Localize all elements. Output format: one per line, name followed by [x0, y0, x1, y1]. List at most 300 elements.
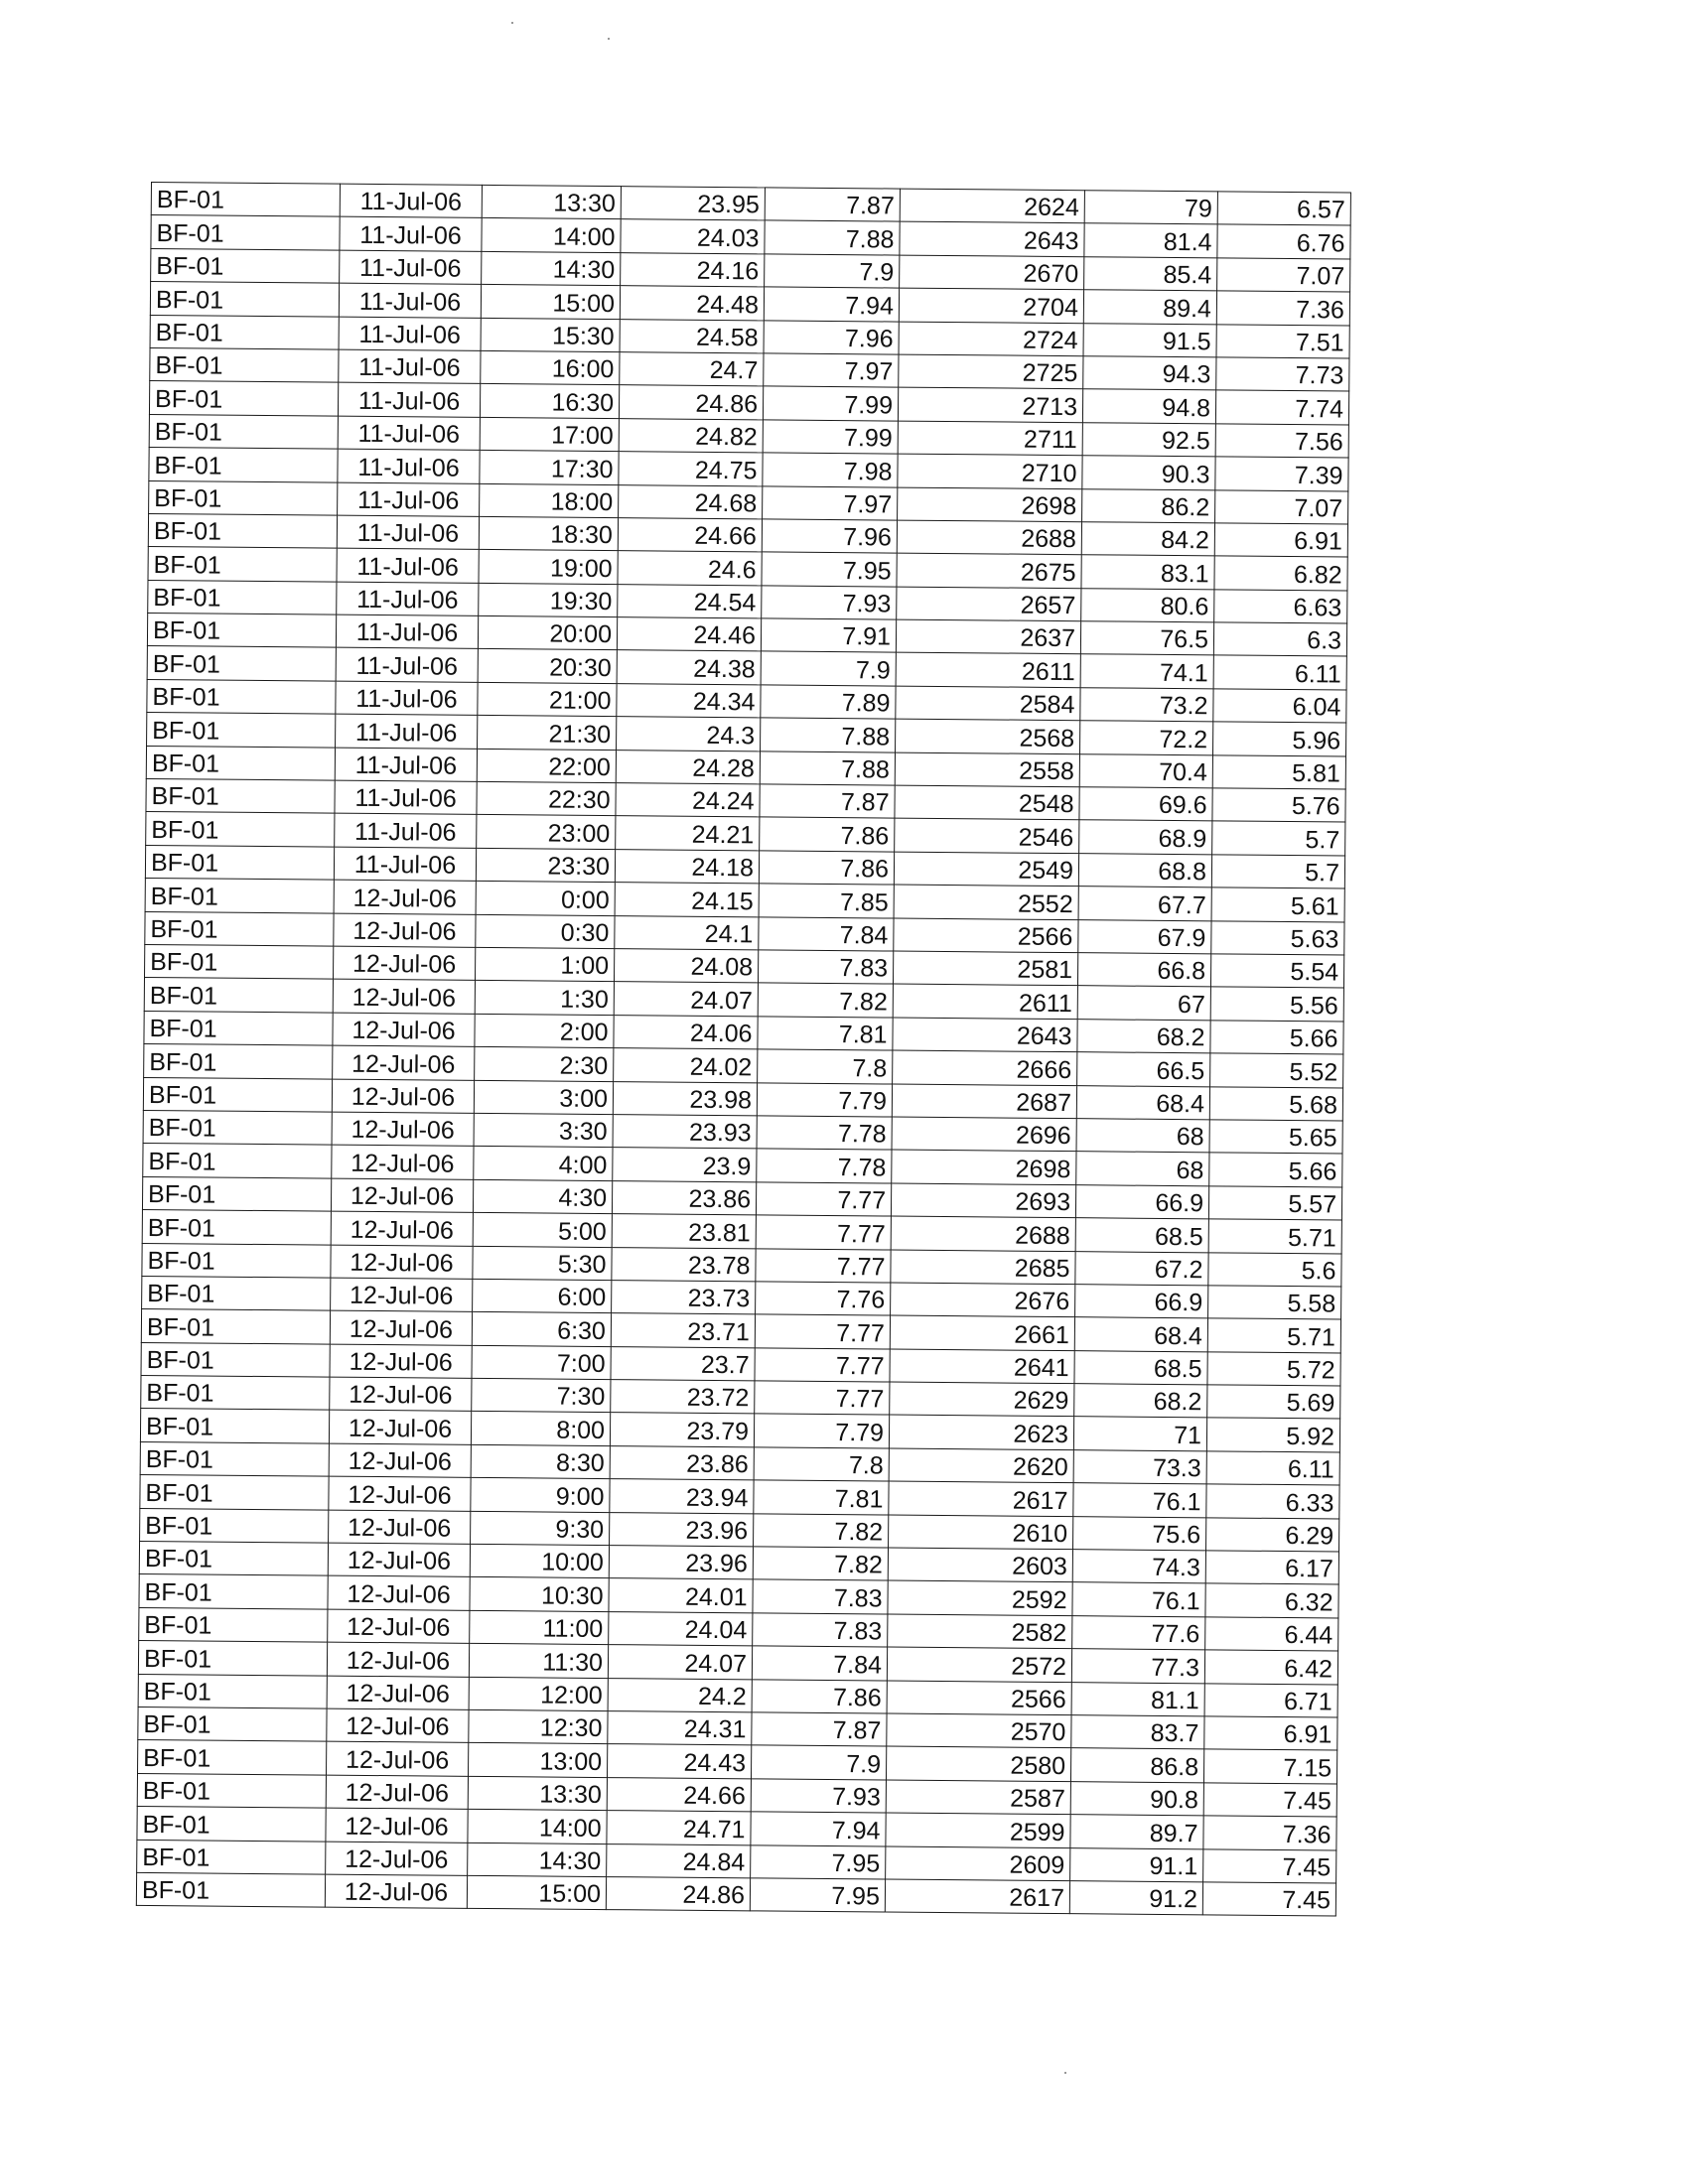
value-cell-3: 2661 — [890, 1315, 1074, 1350]
value-cell-3: 2698 — [892, 1150, 1076, 1184]
value-cell-3: 2696 — [892, 1117, 1076, 1152]
value-cell-2: 7.99 — [763, 386, 898, 421]
time-cell: 13:30 — [482, 185, 621, 219]
date-cell: 11-Jul-06 — [335, 814, 477, 849]
date-cell: 12-Jul-06 — [329, 1476, 471, 1511]
value-cell-4: 74.3 — [1072, 1550, 1205, 1584]
station-cell: BF-01 — [139, 1541, 328, 1575]
value-cell-3: 2688 — [897, 520, 1081, 555]
time-cell: 17:30 — [480, 451, 619, 485]
time-cell: 22:30 — [477, 781, 616, 816]
value-cell-2: 7.77 — [755, 1314, 890, 1349]
station-cell: BF-01 — [143, 1077, 332, 1112]
value-cell-1: 24.07 — [614, 982, 758, 1017]
time-cell: 23:30 — [476, 848, 615, 883]
value-cell-3: 2582 — [888, 1614, 1072, 1649]
date-cell: 11-Jul-06 — [336, 714, 478, 749]
value-cell-1: 24.24 — [616, 783, 760, 818]
value-cell-4: 66.9 — [1075, 1184, 1208, 1219]
value-cell-1: 24.3 — [617, 717, 761, 751]
value-cell-5: 5.69 — [1207, 1385, 1340, 1420]
value-cell-1: 24.1 — [615, 915, 759, 950]
value-cell-1: 24.6 — [618, 551, 762, 586]
station-cell: BF-01 — [145, 944, 334, 979]
time-cell: 20:30 — [478, 649, 617, 684]
time-cell: 6:00 — [473, 1279, 612, 1313]
value-cell-5: 6.32 — [1205, 1583, 1338, 1618]
value-cell-5: 5.54 — [1210, 954, 1343, 989]
value-cell-4: 71 — [1073, 1417, 1206, 1451]
value-cell-4: 76.1 — [1073, 1483, 1206, 1518]
value-cell-1: 24.86 — [606, 1876, 750, 1911]
time-cell: 14:00 — [468, 1809, 607, 1843]
value-cell-1: 23.71 — [611, 1313, 755, 1348]
value-cell-4: 70.4 — [1079, 753, 1212, 788]
value-cell-1: 24.02 — [614, 1048, 758, 1083]
value-cell-5: 5.58 — [1208, 1286, 1341, 1320]
value-cell-1: 24.71 — [607, 1811, 751, 1845]
value-cell-1: 24.66 — [607, 1777, 751, 1812]
date-cell: 11-Jul-06 — [336, 648, 478, 683]
value-cell-4: 67.7 — [1078, 887, 1211, 921]
value-cell-4: 90.8 — [1070, 1781, 1203, 1816]
value-cell-4: 68.9 — [1079, 820, 1212, 855]
station-cell: BF-01 — [151, 248, 340, 283]
value-cell-1: 23.93 — [613, 1115, 757, 1150]
value-cell-3: 2610 — [889, 1515, 1073, 1550]
scan-speck — [608, 38, 610, 40]
value-cell-2: 7.77 — [756, 1182, 891, 1217]
station-cell: BF-01 — [147, 646, 336, 681]
value-cell-4: 89.4 — [1083, 290, 1216, 325]
value-cell-1: 24.04 — [609, 1611, 753, 1646]
value-cell-5: 7.45 — [1203, 1848, 1336, 1883]
value-cell-3: 2713 — [898, 387, 1082, 422]
value-cell-2: 7.8 — [758, 1049, 893, 1084]
time-cell: 22:00 — [477, 749, 616, 783]
value-cell-5: 7.45 — [1202, 1882, 1335, 1917]
value-cell-3: 2566 — [887, 1681, 1071, 1715]
value-cell-3: 2687 — [892, 1084, 1076, 1119]
value-cell-1: 24.34 — [617, 683, 761, 718]
value-cell-3: 2572 — [887, 1647, 1071, 1682]
value-cell-2: 7.82 — [753, 1547, 888, 1581]
value-cell-5: 6.17 — [1205, 1551, 1338, 1585]
station-cell: BF-01 — [151, 215, 340, 250]
value-cell-1: 23.73 — [612, 1280, 756, 1314]
value-cell-4: 81.4 — [1084, 223, 1217, 258]
value-cell-2: 7.93 — [762, 586, 897, 620]
time-cell: 6:30 — [472, 1312, 611, 1347]
time-cell: 21:30 — [478, 716, 617, 751]
time-cell: 15:30 — [481, 318, 620, 352]
time-cell: 18:00 — [480, 483, 619, 518]
value-cell-1: 24.86 — [619, 385, 763, 420]
value-cell-4: 94.3 — [1083, 356, 1216, 391]
value-cell-2: 7.87 — [752, 1712, 887, 1747]
value-cell-3: 2704 — [899, 288, 1083, 323]
date-cell: 12-Jul-06 — [333, 1013, 475, 1047]
value-cell-2: 7.94 — [751, 1812, 886, 1846]
value-cell-1: 24.58 — [620, 319, 764, 353]
value-cell-3: 2710 — [898, 454, 1082, 488]
value-cell-3: 2670 — [900, 255, 1084, 290]
station-cell: BF-01 — [147, 614, 336, 648]
date-cell: 11-Jul-06 — [336, 614, 478, 649]
value-cell-2: 7.79 — [757, 1082, 892, 1117]
time-cell: 3:30 — [474, 1113, 613, 1148]
value-cell-5: 7.07 — [1215, 489, 1348, 524]
value-cell-4: 68.2 — [1074, 1384, 1207, 1419]
value-cell-5: 7.73 — [1216, 357, 1349, 392]
value-cell-1: 23.95 — [621, 187, 765, 221]
date-cell: 11-Jul-06 — [339, 349, 481, 384]
table-body — [136, 183, 1350, 1917]
station-cell: BF-01 — [143, 1110, 332, 1145]
date-cell: 11-Jul-06 — [337, 548, 479, 583]
station-cell: BF-01 — [151, 183, 340, 217]
value-cell-3: 2546 — [895, 818, 1079, 853]
value-cell-1: 24.66 — [618, 518, 762, 553]
station-cell: BF-01 — [136, 1872, 325, 1907]
value-cell-5: 7.56 — [1215, 424, 1348, 459]
time-cell: 14:00 — [482, 218, 621, 253]
value-cell-4: 83.7 — [1071, 1715, 1204, 1750]
time-cell: 1:00 — [475, 947, 614, 982]
value-cell-3: 2552 — [894, 885, 1078, 919]
time-cell: 20:00 — [478, 615, 617, 650]
value-cell-2: 7.98 — [763, 453, 898, 487]
value-cell-1: 24.38 — [617, 650, 761, 685]
date-cell: 12-Jul-06 — [331, 1278, 473, 1312]
time-cell: 23:00 — [477, 815, 616, 850]
value-cell-2: 7.83 — [753, 1579, 888, 1614]
time-cell: 12:30 — [469, 1709, 608, 1744]
time-cell: 13:30 — [468, 1776, 607, 1811]
time-cell: 1:30 — [475, 981, 614, 1016]
value-cell-2: 7.87 — [765, 188, 900, 222]
station-cell: BF-01 — [150, 282, 339, 317]
value-cell-5: 5.71 — [1208, 1219, 1341, 1254]
value-cell-1: 23.98 — [613, 1081, 757, 1116]
value-cell-3: 2548 — [895, 785, 1079, 820]
measurement-table — [136, 182, 1351, 1917]
value-cell-1: 24.48 — [620, 286, 764, 321]
station-cell: BF-01 — [147, 679, 336, 714]
value-cell-5: 6.11 — [1206, 1451, 1339, 1486]
station-cell: BF-01 — [148, 513, 337, 548]
value-cell-5: 7.45 — [1203, 1783, 1336, 1818]
value-cell-2: 7.77 — [755, 1381, 890, 1416]
date-cell: 11-Jul-06 — [337, 515, 479, 550]
value-cell-4: 91.1 — [1070, 1847, 1203, 1882]
value-cell-5: 5.57 — [1208, 1186, 1341, 1221]
value-cell-5: 5.7 — [1211, 855, 1344, 889]
value-cell-4: 81.1 — [1071, 1682, 1204, 1716]
value-cell-4: 75.6 — [1073, 1516, 1206, 1551]
time-cell: 21:00 — [478, 682, 617, 717]
value-cell-3: 2643 — [893, 1018, 1077, 1052]
value-cell-2: 7.89 — [761, 685, 896, 720]
value-cell-5: 5.68 — [1209, 1086, 1342, 1121]
value-cell-2: 7.83 — [753, 1613, 888, 1648]
time-cell: 13:00 — [468, 1743, 607, 1778]
station-cell: BF-01 — [148, 547, 337, 582]
date-cell: 11-Jul-06 — [338, 482, 480, 517]
value-cell-4: 90.3 — [1082, 456, 1215, 490]
date-cell: 11-Jul-06 — [337, 582, 479, 616]
value-cell-5: 7.39 — [1215, 457, 1348, 491]
value-cell-3: 2637 — [896, 619, 1080, 654]
time-cell: 19:00 — [479, 550, 618, 585]
time-cell: 10:30 — [470, 1577, 609, 1612]
time-cell: 9:00 — [471, 1478, 610, 1513]
station-cell: BF-01 — [149, 381, 338, 416]
value-cell-5: 6.11 — [1213, 655, 1346, 690]
value-cell-5: 6.71 — [1204, 1683, 1337, 1717]
value-cell-5: 6.91 — [1214, 523, 1347, 558]
date-cell: 11-Jul-06 — [338, 382, 480, 417]
value-cell-2: 7.76 — [756, 1282, 891, 1316]
date-cell: 12-Jul-06 — [333, 946, 475, 981]
station-cell: BF-01 — [137, 1773, 326, 1808]
value-cell-4: 86.2 — [1082, 488, 1215, 523]
value-cell-5: 5.65 — [1209, 1120, 1342, 1155]
value-cell-2: 7.88 — [765, 220, 900, 255]
station-cell: BF-01 — [137, 1840, 326, 1874]
value-cell-2: 7.81 — [754, 1480, 889, 1515]
value-cell-5: 5.81 — [1212, 754, 1345, 789]
time-cell: 8:30 — [471, 1444, 610, 1479]
value-cell-2: 7.86 — [760, 817, 895, 852]
time-cell: 9:30 — [471, 1511, 610, 1546]
station-cell: BF-01 — [138, 1740, 327, 1775]
value-cell-1: 23.96 — [610, 1512, 754, 1547]
value-cell-2: 7.9 — [751, 1745, 886, 1780]
value-cell-5: 5.76 — [1212, 788, 1345, 823]
value-cell-2: 7.82 — [758, 983, 893, 1018]
value-cell-3: 2623 — [889, 1415, 1073, 1449]
value-cell-2: 7.87 — [760, 784, 895, 819]
value-cell-2: 7.83 — [758, 950, 893, 985]
value-cell-5: 6.76 — [1217, 224, 1350, 259]
value-cell-2: 7.86 — [752, 1679, 887, 1713]
value-cell-4: 68.4 — [1076, 1085, 1209, 1120]
value-cell-4: 85.4 — [1084, 256, 1217, 291]
time-cell: 18:30 — [479, 516, 618, 551]
time-cell: 15:00 — [467, 1875, 606, 1910]
date-cell: 11-Jul-06 — [338, 449, 480, 483]
station-cell: BF-01 — [149, 480, 338, 515]
value-cell-2: 7.8 — [754, 1447, 889, 1482]
time-cell: 10:00 — [470, 1544, 609, 1578]
date-cell: 12-Jul-06 — [332, 1079, 474, 1114]
value-cell-1: 24.03 — [621, 219, 765, 254]
value-cell-5: 6.42 — [1204, 1650, 1337, 1685]
date-cell: 11-Jul-06 — [339, 283, 481, 318]
date-cell: 12-Jul-06 — [329, 1510, 471, 1545]
date-cell: 12-Jul-06 — [332, 1112, 474, 1147]
value-cell-1: 23.81 — [612, 1214, 756, 1249]
value-cell-1: 23.7 — [611, 1346, 755, 1381]
value-cell-3: 2711 — [898, 421, 1082, 456]
time-cell: 5:30 — [473, 1246, 612, 1281]
date-cell: 11-Jul-06 — [336, 681, 478, 716]
station-cell: BF-01 — [142, 1176, 331, 1211]
station-cell: BF-01 — [146, 746, 335, 780]
value-cell-3: 2617 — [889, 1481, 1073, 1516]
value-cell-1: 24.08 — [614, 949, 758, 984]
date-cell: 12-Jul-06 — [329, 1443, 471, 1478]
date-cell: 12-Jul-06 — [328, 1576, 470, 1611]
value-cell-4: 91.2 — [1069, 1881, 1202, 1916]
time-cell: 14:30 — [468, 1843, 607, 1877]
station-cell: BF-01 — [141, 1376, 330, 1411]
station-cell: BF-01 — [142, 1276, 331, 1310]
value-cell-4: 66.9 — [1075, 1285, 1208, 1319]
value-cell-5: 6.82 — [1214, 556, 1347, 591]
value-cell-4: 92.5 — [1082, 422, 1215, 457]
value-cell-4: 67 — [1077, 986, 1210, 1021]
value-cell-1: 23.86 — [612, 1180, 756, 1215]
time-cell: 4:00 — [474, 1147, 613, 1181]
value-cell-2: 7.78 — [757, 1149, 892, 1183]
station-cell: BF-01 — [140, 1508, 329, 1543]
date-cell: 12-Jul-06 — [330, 1377, 472, 1412]
time-cell: 7:00 — [472, 1345, 611, 1380]
station-cell: BF-01 — [144, 1044, 333, 1079]
value-cell-3: 2570 — [887, 1713, 1071, 1748]
scan-speck — [1064, 2072, 1066, 2074]
value-cell-3: 2611 — [893, 984, 1077, 1019]
date-cell: 12-Jul-06 — [327, 1741, 469, 1776]
value-cell-2: 7.78 — [757, 1116, 892, 1151]
data-table-scan — [136, 182, 1351, 1917]
station-cell: BF-01 — [141, 1342, 330, 1377]
value-cell-2: 7.91 — [761, 618, 896, 653]
station-cell: BF-01 — [146, 779, 335, 814]
value-cell-4: 80.6 — [1081, 588, 1214, 622]
value-cell-4: 86.8 — [1070, 1748, 1203, 1783]
value-cell-5: 5.7 — [1212, 821, 1345, 856]
value-cell-3: 2617 — [885, 1879, 1069, 1914]
value-cell-1: 24.43 — [607, 1744, 751, 1779]
value-cell-5: 6.44 — [1205, 1617, 1338, 1652]
time-cell: 8:00 — [471, 1412, 610, 1446]
value-cell-2: 7.94 — [764, 287, 899, 322]
date-cell: 11-Jul-06 — [340, 217, 482, 252]
value-cell-2: 7.86 — [759, 851, 894, 886]
value-cell-3: 2698 — [898, 487, 1082, 522]
value-cell-4: 83.1 — [1081, 555, 1214, 590]
value-cell-4: 67.2 — [1075, 1251, 1208, 1286]
value-cell-1: 24.82 — [619, 418, 763, 453]
value-cell-4: 73.2 — [1080, 688, 1213, 723]
station-cell: BF-01 — [142, 1210, 331, 1245]
value-cell-4: 66.8 — [1077, 953, 1210, 988]
value-cell-3: 2724 — [899, 322, 1083, 356]
value-cell-3: 2568 — [896, 719, 1080, 753]
date-cell: 12-Jul-06 — [333, 1045, 475, 1080]
scan-speck — [511, 22, 513, 24]
value-cell-3: 2620 — [889, 1448, 1073, 1483]
value-cell-2: 7.77 — [756, 1248, 891, 1283]
value-cell-3: 2685 — [891, 1250, 1075, 1285]
date-cell: 12-Jul-06 — [325, 1874, 467, 1909]
value-cell-3: 2693 — [891, 1183, 1075, 1218]
station-cell: BF-01 — [150, 315, 339, 349]
value-cell-5: 5.96 — [1213, 722, 1346, 756]
station-cell: BF-01 — [145, 845, 334, 880]
value-cell-2: 7.96 — [764, 320, 899, 354]
station-cell: BF-01 — [144, 1011, 333, 1045]
value-cell-2: 7.85 — [759, 884, 894, 918]
value-cell-3: 2675 — [897, 553, 1081, 588]
value-cell-5: 5.71 — [1207, 1318, 1340, 1353]
station-cell: BF-01 — [142, 1243, 331, 1278]
value-cell-5: 5.63 — [1211, 920, 1344, 955]
value-cell-4: 66.5 — [1077, 1052, 1210, 1087]
station-cell: BF-01 — [138, 1706, 327, 1741]
value-cell-4: 68.5 — [1075, 1218, 1208, 1253]
value-cell-4: 68.2 — [1077, 1019, 1210, 1053]
station-cell: BF-01 — [148, 580, 337, 614]
time-cell: 7:30 — [472, 1378, 611, 1413]
value-cell-5: 5.52 — [1210, 1053, 1343, 1088]
time-cell: 4:30 — [473, 1179, 612, 1214]
value-cell-5: 5.92 — [1206, 1418, 1339, 1452]
date-cell: 12-Jul-06 — [331, 1178, 473, 1213]
value-cell-3: 2599 — [886, 1813, 1070, 1847]
value-cell-3: 2566 — [894, 918, 1078, 953]
date-cell: 12-Jul-06 — [334, 880, 476, 914]
station-cell: BF-01 — [150, 347, 339, 382]
station-cell: BF-01 — [149, 448, 338, 482]
time-cell: 2:00 — [475, 1014, 614, 1048]
value-cell-1: 24.75 — [619, 452, 763, 486]
date-cell: 11-Jul-06 — [335, 780, 477, 815]
value-cell-5: 6.63 — [1214, 590, 1347, 624]
value-cell-4: 69.6 — [1079, 787, 1212, 822]
value-cell-5: 5.66 — [1209, 1153, 1342, 1187]
value-cell-2: 7.97 — [764, 353, 899, 388]
value-cell-4: 79 — [1084, 191, 1217, 225]
date-cell: 11-Jul-06 — [335, 748, 477, 782]
value-cell-2: 7.79 — [754, 1414, 889, 1448]
value-cell-2: 7.82 — [754, 1513, 889, 1548]
date-cell: 12-Jul-06 — [326, 1808, 468, 1843]
value-cell-1: 24.16 — [621, 252, 765, 287]
date-cell: 12-Jul-06 — [332, 1145, 474, 1179]
value-cell-4: 89.7 — [1070, 1815, 1203, 1849]
station-cell: BF-01 — [144, 978, 333, 1013]
station-cell: BF-01 — [145, 879, 334, 913]
value-cell-4: 74.1 — [1080, 654, 1213, 689]
station-cell: BF-01 — [146, 812, 335, 847]
value-cell-4: 91.5 — [1083, 323, 1216, 357]
value-cell-2: 7.88 — [760, 751, 895, 786]
value-cell-5: 6.91 — [1204, 1716, 1337, 1751]
value-cell-3: 2657 — [897, 587, 1081, 621]
time-cell: 16:00 — [481, 350, 620, 385]
date-cell: 12-Jul-06 — [327, 1708, 469, 1743]
value-cell-2: 7.93 — [751, 1779, 886, 1814]
station-cell: BF-01 — [138, 1641, 327, 1676]
value-cell-2: 7.95 — [750, 1878, 885, 1913]
date-cell: 12-Jul-06 — [331, 1211, 473, 1246]
value-cell-2: 7.88 — [761, 718, 896, 752]
value-cell-4: 77.6 — [1072, 1615, 1205, 1650]
